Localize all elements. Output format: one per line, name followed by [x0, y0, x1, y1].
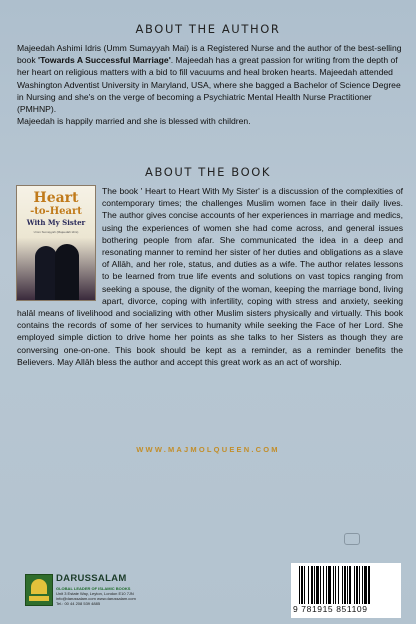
publisher-tagline: GLOBAL LEADER OF ISLAMIC BOOKS: [56, 586, 131, 591]
heading-about-author: ABOUT THE AUTHOR: [135, 22, 281, 36]
author-text-1a: Majeedah Ashimi Idris (Umm Sumayyah Mai) is a Registered Nurse and the author of the best-selling book: [17, 43, 402, 66]
cover-title-line-1: Heart: [33, 190, 79, 206]
publisher-name: DARUSSALAM: [56, 573, 127, 584]
logo-dome: [31, 579, 47, 594]
author-paragraph-1: [17, 42, 403, 115]
darussalam-logo-icon: [25, 574, 53, 606]
author-text-1b: . Majeedah has a great passion for writing from the depth of her heart on religious matters with a bid to fill vacuums and heal broken hearts. Majeedah attended Washington Adventist University in Maryland, USA, where she bagged a Bachelor of Science Degree in Nursing and she's on the verge of becoming a Psychiatric Mental Health Nurse Practitioner (PMHNP).: [17, 55, 401, 115]
cover-subtitle: Umm Sumayyah (Majeedah Idris): [33, 230, 79, 234]
cover-title-line-3: With My Sister: [26, 218, 86, 227]
author-bio: [17, 42, 403, 127]
heading-about-book: ABOUT THE BOOK: [144, 165, 272, 179]
barcode-icon: [299, 566, 395, 604]
logo-base: [29, 596, 49, 601]
author-book-title: 'Towards A Successful Marriage': [38, 55, 171, 66]
book-description: [17, 185, 403, 368]
cover-spacer: [17, 185, 99, 301]
book-description-text: The book ' Heart to Heart With My Sister' is a discussion of the complexities of contemporary times; the challenges Muslim women face in their daily lives. The author gives concise accounts of her experiences in marriage and medics, using the experiences of women she had come across, and general issues bothering people from afar. She communicated the idea in a deep and resonating manner to remind her sister of her duties and obligations as a slave of Allāh, and her role, status, and duties as a wife. The author relates lessons to be learned from true life events and solutions on vast topics ranging from seeking a spouse, the dignity of the woman, keeping the marriage bond, living apart, divorce, coping with infertility, coping with stress and anxiety, seeking halāl means of livelihood and socializing with other Muslim sisters physically and virtually. This book contains the records of some of her services to humanity while seeking the Face of her Lord. She employed simple diction to drive home her points as she talks to her Sisters as though they are conversing one-on-one. This book should be kept as a reminder, as a reminder benefits the Believers. May Allāh bless the author and accept this great work as an act of worship.: [17, 186, 403, 367]
barcode-panel: [291, 563, 401, 618]
cover-title-line-2: -to-Heart: [30, 206, 82, 217]
publisher-phone: Tel.: 00 44 208 539 4885: [56, 601, 101, 606]
barcode-number: 9 781915 851109: [293, 604, 368, 614]
author-paragraph-2: Majeedah is happily married and she is blessed with children.: [17, 116, 251, 127]
publisher-address: Unit 3 Estate Way, Leyton, London E10 7JN: [56, 591, 134, 596]
website-link[interactable]: WWW.MAJMOLQUEEN.COM: [136, 445, 280, 454]
publisher-email: info@darussalam.com www.darussalam.com: [56, 596, 136, 601]
stamp-icon: [344, 533, 360, 545]
